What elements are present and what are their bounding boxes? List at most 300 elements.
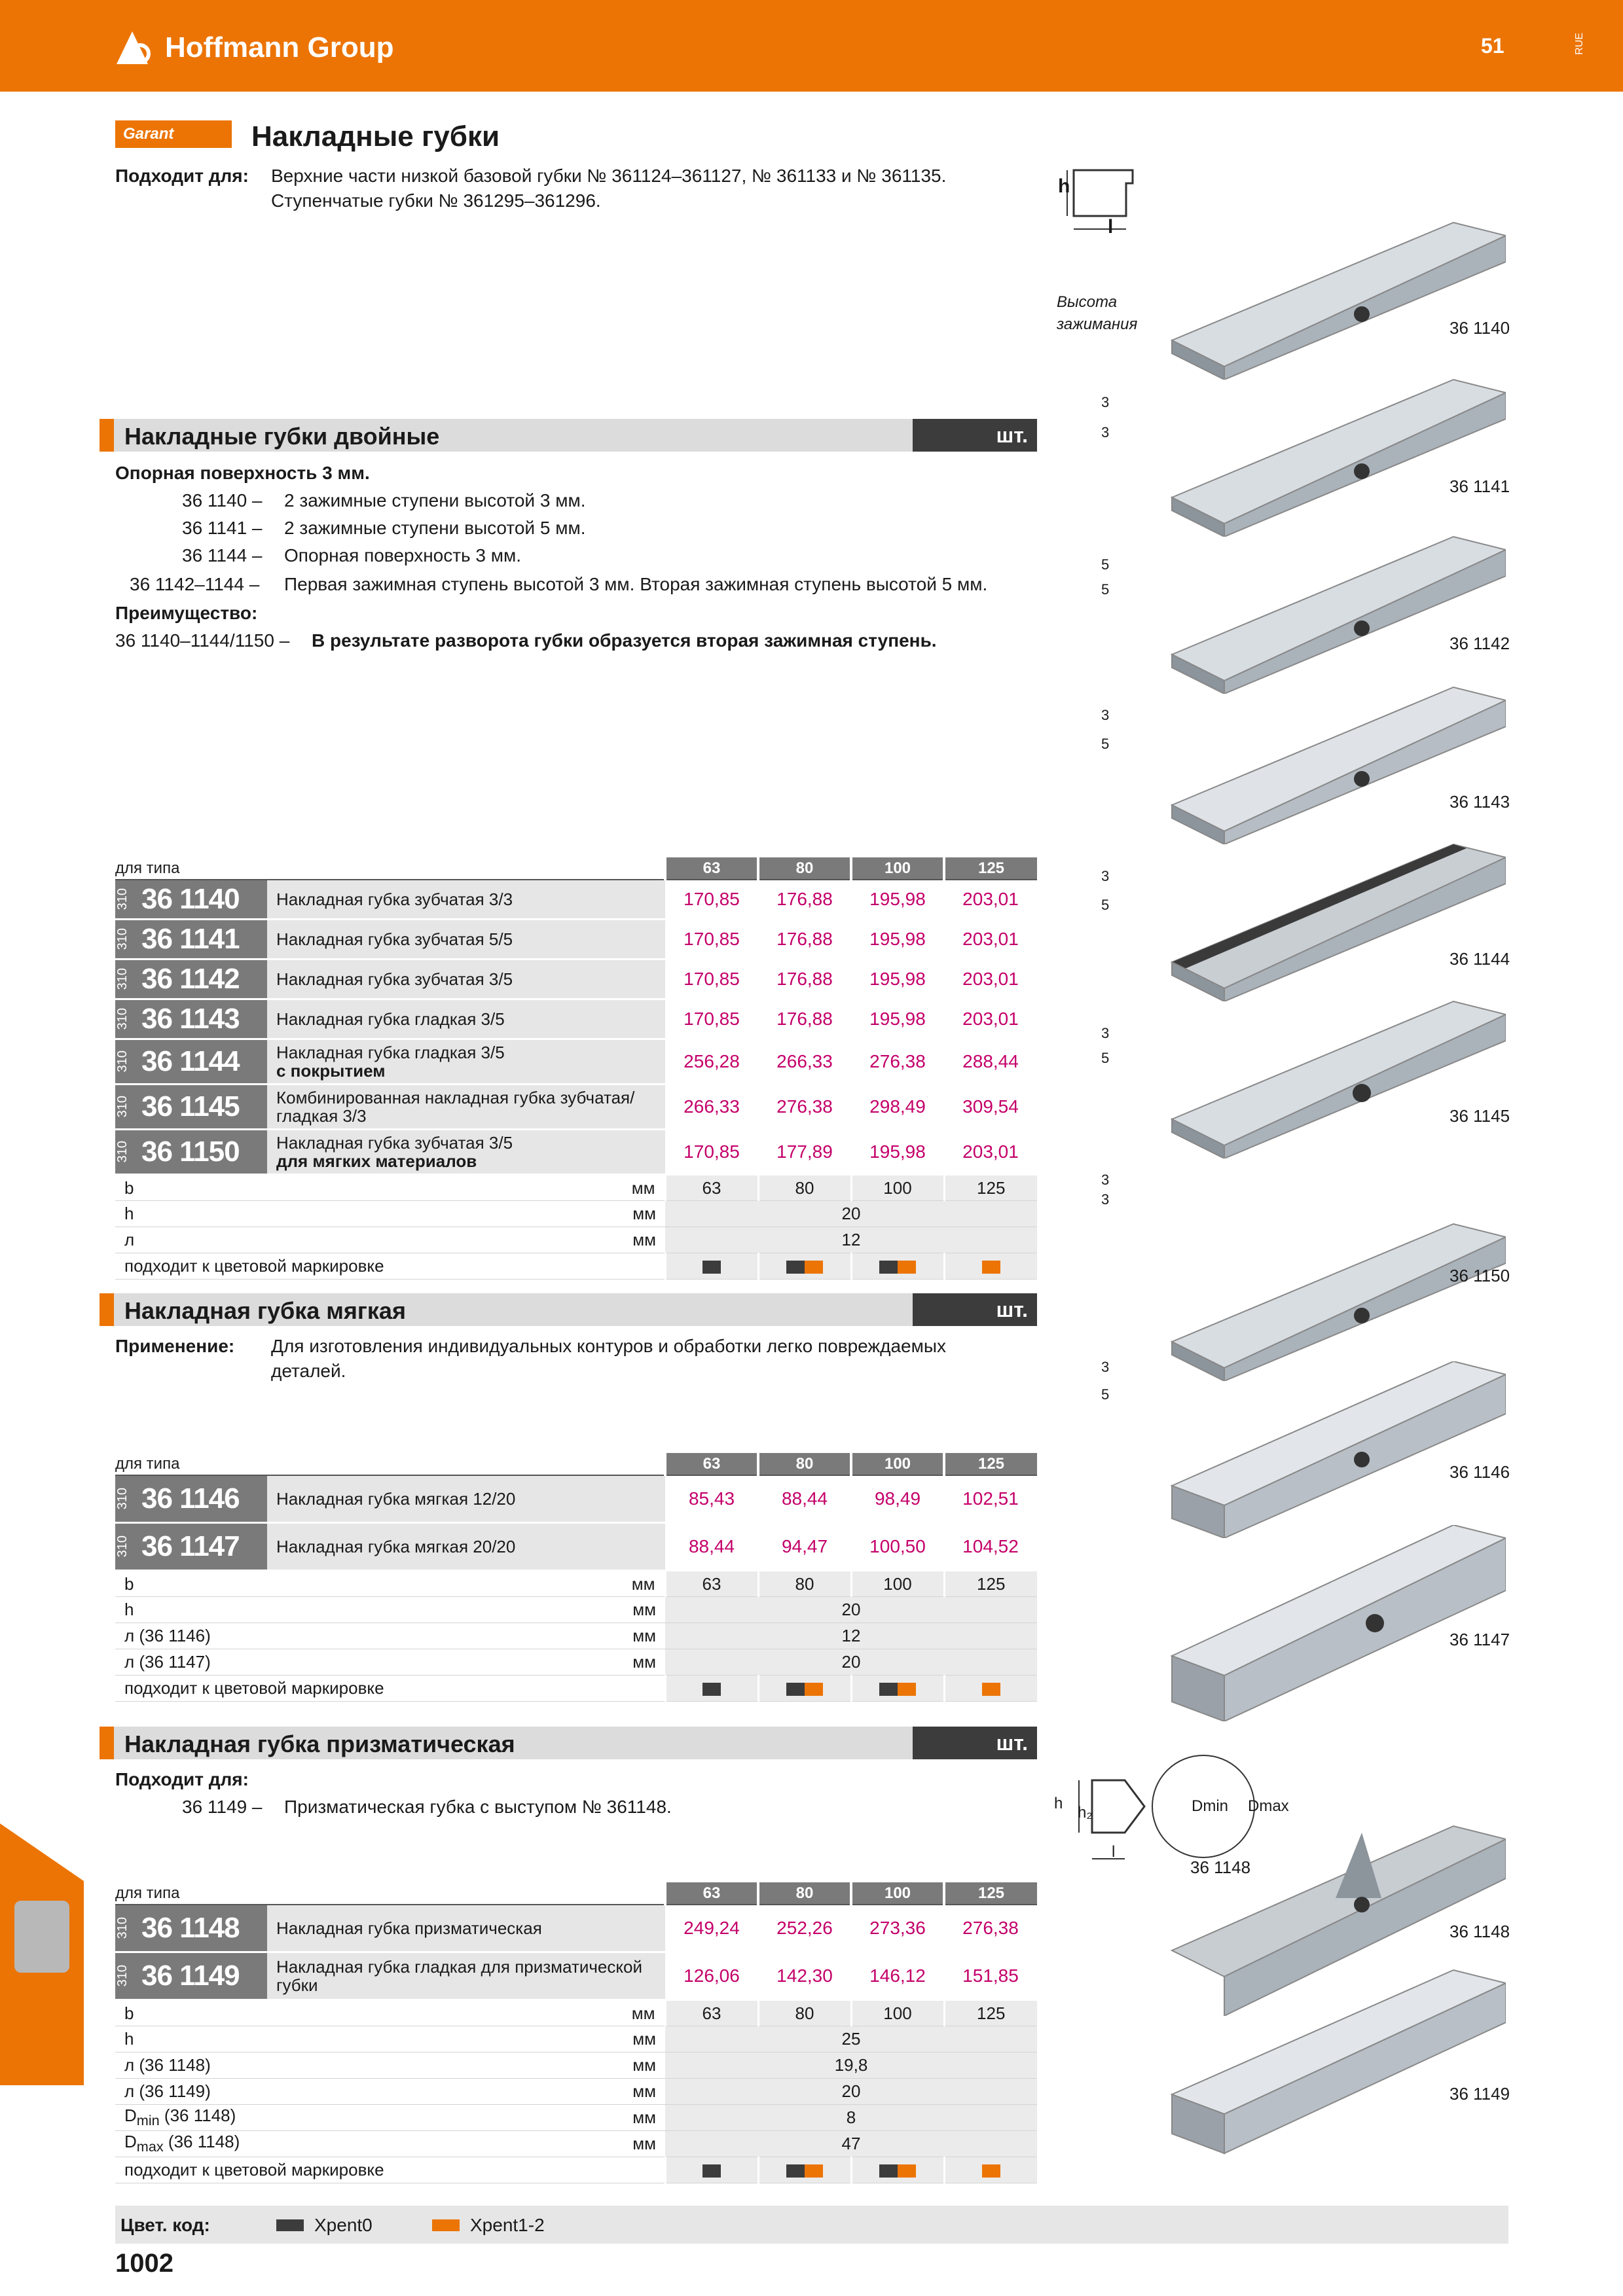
jaw-image-361145 bbox=[1165, 995, 1506, 1158]
price-table-prism bbox=[115, 1882, 1037, 2183]
prism-drawing-label: 36 1148 bbox=[1190, 1857, 1251, 1877]
spec-row bbox=[115, 1623, 1037, 1649]
legend-title-text: Цвет. код: bbox=[120, 2215, 210, 2235]
support-note: Опорная поверхность 3 мм. bbox=[115, 463, 370, 483]
jaw-image-361150 bbox=[1165, 1217, 1506, 1381]
price-cell[interactable]: 203,01 bbox=[944, 999, 1037, 1039]
color-row bbox=[115, 2157, 1037, 2183]
spec-value: 80 bbox=[758, 1175, 851, 1201]
jaw-image-361141 bbox=[1165, 373, 1506, 537]
prism-illustration bbox=[1165, 1964, 1506, 2160]
item-desc: Комбинированная накладная губка зубчатая/гладкая 3/3 bbox=[276, 1088, 635, 1126]
spec-value: 125 bbox=[944, 1571, 1037, 1597]
jaw-illustration bbox=[1165, 1525, 1506, 1721]
code-prefix: 310 bbox=[115, 1050, 130, 1073]
price-cell[interactable]: 146,12 bbox=[851, 1952, 944, 2000]
spec-name: л (36 1148) bbox=[115, 2053, 557, 2079]
spec-row bbox=[115, 2079, 1037, 2105]
code-prefix: 310 bbox=[115, 1008, 130, 1030]
price-cell[interactable]: 276,38 bbox=[944, 1905, 1037, 1952]
spec-value: 25 bbox=[665, 2026, 1037, 2053]
price-cell[interactable]: 276,38 bbox=[851, 1039, 944, 1085]
article-number[interactable]: 36 1140 bbox=[141, 883, 240, 915]
prism-h2: h₂ bbox=[1078, 1804, 1093, 1821]
xpent12-swatch bbox=[898, 1683, 916, 1696]
price-cell[interactable]: 102,51 bbox=[944, 1475, 1037, 1523]
fits-label: Подходит для: bbox=[115, 1769, 249, 1789]
legend-label: Xpent0 bbox=[314, 2215, 373, 2235]
spec-row bbox=[115, 2105, 1037, 2131]
table-row[interactable] bbox=[115, 1039, 1037, 1085]
table-row[interactable] bbox=[115, 1475, 1037, 1523]
spec-row bbox=[115, 2131, 1037, 2157]
color-marks bbox=[851, 1676, 944, 1702]
table-row[interactable] bbox=[115, 1952, 1037, 2000]
step-num: 5 bbox=[1101, 1050, 1110, 1066]
note-code: 36 1140 – bbox=[182, 490, 263, 511]
section-title: Накладная губка призматическая bbox=[124, 1731, 515, 1757]
spec-name: h bbox=[115, 2026, 557, 2053]
color-marks bbox=[665, 2157, 758, 2183]
price-cell[interactable]: 266,33 bbox=[665, 1085, 758, 1130]
col-header: 100 bbox=[851, 857, 944, 880]
xpent0-swatch bbox=[786, 1261, 805, 1274]
code-prefix: 310 bbox=[115, 1488, 130, 1510]
dmin-main: D bbox=[124, 2106, 137, 2126]
step-num: 3 bbox=[1101, 1025, 1110, 1041]
price-cell[interactable]: 104,52 bbox=[944, 1523, 1037, 1571]
color-marks bbox=[758, 1676, 851, 1702]
table-row[interactable] bbox=[115, 920, 1037, 960]
article-number[interactable]: 36 1145 bbox=[141, 1090, 240, 1122]
step-num: 5 bbox=[1101, 897, 1110, 913]
spec-value: 100 bbox=[851, 1175, 944, 1201]
item-desc-bold: для мягких материалов bbox=[276, 1151, 477, 1171]
color-marks bbox=[665, 1676, 758, 1702]
spec-row bbox=[115, 1597, 1037, 1623]
price-cell[interactable]: 176,88 bbox=[758, 880, 851, 920]
spec-name: h bbox=[115, 1597, 557, 1623]
color-row bbox=[115, 1253, 1037, 1280]
code-prefix: 310 bbox=[115, 1096, 130, 1118]
type-label: для типа bbox=[115, 1453, 665, 1475]
xpent12-swatch bbox=[982, 2164, 1000, 2178]
spec-value: 20 bbox=[665, 1201, 1037, 1227]
spec-value: 19,8 bbox=[665, 2053, 1037, 2079]
spec-unit: мм bbox=[557, 2026, 665, 2053]
spec-value: 12 bbox=[665, 1227, 1037, 1253]
item-desc: Накладная губка зубчатая 3/5 bbox=[276, 1133, 513, 1153]
item-label: 36 1140 bbox=[1450, 318, 1510, 338]
jaw-image-361147 bbox=[1165, 1525, 1506, 1721]
xpent0-swatch bbox=[879, 1261, 898, 1274]
color-marks bbox=[665, 1253, 758, 1280]
step-num: 3 bbox=[1101, 394, 1110, 410]
section-bar-prism bbox=[100, 1727, 1037, 1759]
note-code: 36 1142–1144 – bbox=[130, 574, 260, 594]
col-header: 80 bbox=[758, 1453, 851, 1475]
price-cell[interactable]: 309,54 bbox=[944, 1085, 1037, 1130]
price-cell[interactable]: 203,01 bbox=[944, 920, 1037, 960]
color-marks bbox=[944, 1676, 1037, 1702]
table-row[interactable] bbox=[115, 1905, 1037, 1952]
fits-line-1: Верхние части низкой базовой губки № 361124–361127, № 361133 и № 361135. bbox=[271, 166, 947, 186]
item-desc: Накладная губка гладкая 3/5 bbox=[276, 1043, 505, 1062]
step-num: 3 bbox=[1101, 424, 1110, 440]
xpent12-swatch bbox=[898, 2164, 916, 2178]
color-label: подходит к цветовой маркировке bbox=[115, 2157, 665, 2183]
garant-badge-label: Garant bbox=[123, 125, 174, 143]
note-text: Первая зажимная ступень высотой 3 мм. Вторая зажимная ступень высотой 5 мм. bbox=[284, 574, 988, 594]
item-label: 36 1148 bbox=[1450, 1922, 1510, 1941]
price-cell[interactable]: 273,36 bbox=[851, 1905, 944, 1952]
item-label: 36 1149 bbox=[1450, 2084, 1510, 2104]
spec-unit: мм bbox=[557, 1571, 665, 1597]
prism-h: h bbox=[1054, 1795, 1063, 1812]
step-num: 5 bbox=[1101, 1386, 1110, 1403]
spec-value: 100 bbox=[851, 2000, 944, 2026]
article-number[interactable]: 36 1141 bbox=[141, 923, 240, 955]
spec-unit: мм bbox=[557, 2105, 665, 2131]
article-number[interactable]: 36 1144 bbox=[141, 1045, 240, 1077]
hoffmann-logo[interactable] bbox=[117, 31, 394, 64]
xpent0-swatch bbox=[879, 2164, 898, 2178]
note-text: 2 зажимные ступени высотой 3 мм. bbox=[284, 490, 586, 511]
jaw-illustration bbox=[1165, 530, 1506, 694]
advantage-code: 36 1140–1144/1150 – bbox=[115, 630, 290, 651]
legend-item-xpent0 bbox=[276, 2215, 373, 2236]
price-cell[interactable]: 142,30 bbox=[758, 1952, 851, 2000]
step-num: 3 bbox=[1101, 868, 1110, 884]
code-prefix: 310 bbox=[115, 1965, 130, 1987]
col-header: 100 bbox=[851, 1453, 944, 1475]
xpent12-swatch bbox=[982, 1683, 1000, 1696]
price-cell[interactable]: 151,85 bbox=[944, 1952, 1037, 2000]
xpent12-swatch bbox=[805, 1261, 823, 1274]
drawing-l: l bbox=[1108, 216, 1114, 238]
article-number[interactable]: 36 1148 bbox=[141, 1912, 240, 1944]
price-cell[interactable]: 195,98 bbox=[851, 1130, 944, 1175]
spec-name: л (36 1146) bbox=[115, 1623, 557, 1649]
price-cell[interactable]: 88,44 bbox=[758, 1475, 851, 1523]
spec-value: 63 bbox=[665, 1175, 758, 1201]
item-desc: Накладная губка зубчатая 3/5 bbox=[276, 969, 513, 989]
color-label: подходит к цветовой маркировке bbox=[115, 1253, 665, 1280]
prism-l: l bbox=[1112, 1843, 1116, 1861]
code-prefix: 310 bbox=[115, 888, 130, 910]
color-marks bbox=[758, 2157, 851, 2183]
spec-row bbox=[115, 1571, 1037, 1597]
spec-unit: мм bbox=[557, 2053, 665, 2079]
item-desc: Накладная губка гладкая 3/5 bbox=[276, 1009, 505, 1029]
xpent0-swatch bbox=[702, 2164, 721, 2178]
fits-label: Подходит для: bbox=[115, 166, 249, 186]
prism-dmax: Dmax bbox=[1248, 1797, 1289, 1815]
col-header: 63 bbox=[665, 1453, 758, 1475]
step-num: 3 bbox=[1101, 1172, 1110, 1188]
table-row[interactable] bbox=[115, 999, 1037, 1039]
price-cell[interactable]: 100,50 bbox=[851, 1523, 944, 1571]
price-cell[interactable]: 170,85 bbox=[665, 999, 758, 1039]
xpent0-swatch bbox=[879, 1683, 898, 1696]
spec-value: 20 bbox=[665, 1597, 1037, 1623]
note-code: 36 1144 – bbox=[182, 545, 263, 565]
note-text: Призматическая губка с выступом № 361148. bbox=[284, 1797, 672, 1817]
dmax-sub: max bbox=[136, 2138, 164, 2155]
advantage-label: Преимущество: bbox=[115, 603, 258, 623]
price-cell[interactable]: 276,38 bbox=[758, 1085, 851, 1130]
xpent12-swatch bbox=[982, 1261, 1000, 1274]
color-label: подходит к цветовой маркировке bbox=[115, 1676, 665, 1702]
hoffmann-logo-icon bbox=[117, 31, 157, 64]
step-num: 5 bbox=[1101, 581, 1110, 598]
spec-unit: мм bbox=[557, 1201, 665, 1227]
item-label: 36 1141 bbox=[1450, 476, 1510, 496]
spec-value: 8 bbox=[665, 2105, 1037, 2131]
dmin-sub: min bbox=[136, 2112, 160, 2129]
table-row[interactable] bbox=[115, 880, 1037, 920]
jaw-image-361142 bbox=[1165, 530, 1506, 694]
legend-title bbox=[120, 2215, 210, 2236]
price-cell[interactable]: 170,85 bbox=[665, 920, 758, 960]
price-cell[interactable]: 256,28 bbox=[665, 1039, 758, 1085]
vise-icon bbox=[14, 1901, 69, 1973]
price-cell[interactable]: 170,85 bbox=[665, 960, 758, 999]
price-table-soft bbox=[115, 1453, 1037, 1702]
col-header: 63 bbox=[665, 1882, 758, 1905]
spec-name: л (36 1147) bbox=[115, 1649, 557, 1676]
article-number[interactable]: 36 1149 bbox=[141, 1960, 240, 1992]
jaw-illustration bbox=[1165, 681, 1506, 844]
color-marks bbox=[851, 1253, 944, 1280]
table-row[interactable] bbox=[115, 1130, 1037, 1175]
application-line-2: деталей. bbox=[271, 1361, 346, 1381]
jaw-illustration bbox=[1165, 216, 1506, 380]
spec-value: 100 bbox=[851, 1571, 944, 1597]
spec-unit: мм bbox=[557, 1597, 665, 1623]
step-num: 3 bbox=[1101, 1359, 1110, 1375]
price-cell[interactable]: 170,85 bbox=[665, 880, 758, 920]
page-number: 1002 bbox=[115, 2249, 173, 2278]
spec-name: h bbox=[115, 1201, 557, 1227]
drawing-h: h bbox=[1058, 175, 1070, 197]
spec-row bbox=[115, 2053, 1037, 2079]
section-title: Накладные губки двойные bbox=[124, 423, 440, 450]
step-num: 3 bbox=[1101, 707, 1110, 723]
xpent12-swatch bbox=[898, 1261, 916, 1274]
price-cell[interactable]: 176,88 bbox=[758, 960, 851, 999]
spec-unit: мм bbox=[557, 2000, 665, 2026]
section-title: Накладная губка мягкая bbox=[124, 1297, 406, 1324]
spec-row bbox=[115, 2026, 1037, 2053]
table-row[interactable] bbox=[115, 1085, 1037, 1130]
jaw-image-361143 bbox=[1165, 681, 1506, 844]
clamp-label-2: зажимания bbox=[1057, 315, 1138, 333]
type-label: для типа bbox=[115, 857, 665, 880]
spec-name-dmax bbox=[115, 2131, 557, 2157]
spec-value: 47 bbox=[665, 2131, 1037, 2157]
jaw-image-361140 bbox=[1165, 216, 1506, 380]
jaw-illustration bbox=[1165, 995, 1506, 1158]
price-cell[interactable]: 195,98 bbox=[851, 920, 944, 960]
item-desc-bold: с покрытием bbox=[276, 1061, 386, 1081]
price-cell[interactable]: 85,43 bbox=[665, 1475, 758, 1523]
item-label: 36 1143 bbox=[1450, 792, 1510, 812]
col-header: 125 bbox=[944, 1882, 1037, 1905]
table-row[interactable] bbox=[115, 960, 1037, 999]
article-number[interactable]: 36 1146 bbox=[141, 1482, 240, 1515]
col-header: 80 bbox=[758, 857, 851, 880]
item-desc: Накладная губка гладкая для призматической губки bbox=[276, 1957, 643, 1995]
xpent12-swatch bbox=[432, 2219, 460, 2231]
step-num: 5 bbox=[1101, 556, 1110, 573]
spec-row bbox=[115, 1175, 1037, 1201]
color-row bbox=[115, 1676, 1037, 1702]
price-cell[interactable]: 126,06 bbox=[665, 1952, 758, 2000]
prism-image-361149 bbox=[1165, 1964, 1506, 2160]
item-label: 36 1147 bbox=[1450, 1630, 1510, 1649]
item-label: 36 1142 bbox=[1450, 634, 1510, 653]
price-cell[interactable]: 176,88 bbox=[758, 999, 851, 1039]
dmin-rest: (36 1148) bbox=[159, 2106, 236, 2126]
price-cell[interactable]: 98,49 bbox=[851, 1475, 944, 1523]
spec-name: b bbox=[115, 2000, 557, 2026]
spec-name: л (36 1149) bbox=[115, 2079, 557, 2105]
item-desc: Накладная губка зубчатая 5/5 bbox=[276, 929, 513, 949]
jaw-illustration bbox=[1165, 838, 1506, 1001]
spec-unit: мм bbox=[557, 1175, 665, 1201]
xpent0-swatch bbox=[786, 2164, 805, 2178]
spec-unit: мм bbox=[557, 1649, 665, 1676]
spec-value: 125 bbox=[944, 1175, 1037, 1201]
xpent0-swatch bbox=[786, 1683, 805, 1696]
color-marks bbox=[758, 1253, 851, 1280]
item-label: 36 1150 bbox=[1450, 1266, 1510, 1285]
table-row[interactable] bbox=[115, 1523, 1037, 1571]
spec-value: 20 bbox=[665, 1649, 1037, 1676]
spec-value: 63 bbox=[665, 1571, 758, 1597]
page-header bbox=[0, 0, 1623, 92]
price-cell[interactable]: 298,49 bbox=[851, 1085, 944, 1130]
page-number-top: 51 bbox=[1481, 34, 1504, 58]
price-cell[interactable]: 195,98 bbox=[851, 880, 944, 920]
col-header: 125 bbox=[944, 857, 1037, 880]
spec-unit: мм bbox=[557, 2131, 665, 2157]
item-label: 36 1146 bbox=[1450, 1462, 1510, 1482]
item-desc: Накладная губка призматическая bbox=[276, 1918, 542, 1938]
col-header: 80 bbox=[758, 1882, 851, 1905]
price-cell[interactable]: 177,89 bbox=[758, 1130, 851, 1175]
dmax-rest: (36 1148) bbox=[163, 2132, 240, 2152]
col-header: 100 bbox=[851, 1882, 944, 1905]
spec-row bbox=[115, 1201, 1037, 1227]
price-cell[interactable]: 288,44 bbox=[944, 1039, 1037, 1085]
spec-value: 80 bbox=[758, 2000, 851, 2026]
item-desc: Накладная губка мягкая 20/20 bbox=[276, 1537, 516, 1556]
spec-unit: мм bbox=[557, 1227, 665, 1253]
note-text: Опорная поверхность 3 мм. bbox=[284, 545, 522, 565]
price-cell[interactable]: 195,98 bbox=[851, 999, 944, 1039]
spec-unit: мм bbox=[557, 1623, 665, 1649]
price-table-double bbox=[115, 857, 1037, 1280]
code-prefix: 310 bbox=[115, 1141, 130, 1163]
prism-dmin: Dmin bbox=[1192, 1797, 1229, 1815]
clamp-label-1: Высота bbox=[1057, 293, 1118, 311]
color-marks bbox=[944, 2157, 1037, 2183]
garant-badge bbox=[115, 120, 232, 148]
jaw-illustration bbox=[1165, 1217, 1506, 1381]
spec-name: b bbox=[115, 1175, 557, 1201]
price-cell[interactable]: 170,85 bbox=[665, 1130, 758, 1175]
unit-label: шт. bbox=[913, 1727, 1037, 1759]
price-cell[interactable]: 252,26 bbox=[758, 1905, 851, 1952]
language-code: RUE bbox=[1574, 33, 1585, 55]
fits-line-2: Ступенчатые губки № 361295–361296. bbox=[271, 190, 601, 211]
article-number[interactable]: 36 1142 bbox=[141, 963, 240, 995]
note-code: 36 1141 – bbox=[182, 518, 263, 538]
step-num: 5 bbox=[1101, 736, 1110, 752]
item-label: 36 1144 bbox=[1450, 949, 1510, 969]
price-cell[interactable]: 266,33 bbox=[758, 1039, 851, 1085]
xpent0-swatch bbox=[276, 2219, 304, 2231]
spec-row bbox=[115, 2000, 1037, 2026]
price-cell[interactable]: 88,44 bbox=[665, 1523, 758, 1571]
spec-value: 63 bbox=[665, 2000, 758, 2026]
page-title: Накладные губки bbox=[251, 120, 500, 152]
unit-label: шт. bbox=[913, 1293, 1037, 1326]
section-bar-double bbox=[100, 419, 1037, 452]
article-number[interactable]: 36 1150 bbox=[141, 1136, 240, 1168]
application-label: Применение: bbox=[115, 1336, 235, 1356]
price-cell[interactable]: 195,98 bbox=[851, 960, 944, 999]
spec-value: 80 bbox=[758, 1571, 851, 1597]
step-num: 3 bbox=[1101, 1191, 1110, 1208]
spec-unit: мм bbox=[557, 2079, 665, 2105]
code-prefix: 310 bbox=[115, 928, 130, 950]
price-cell[interactable]: 203,01 bbox=[944, 880, 1037, 920]
xpent12-swatch bbox=[805, 1683, 823, 1696]
xpent0-swatch bbox=[702, 1261, 721, 1274]
application-line-1: Для изготовления индивидуальных контуров и обработки легко повреждаемых bbox=[271, 1336, 946, 1356]
code-prefix: 310 bbox=[115, 1917, 130, 1939]
spec-row bbox=[115, 1227, 1037, 1253]
jaw-image-361144 bbox=[1165, 838, 1506, 1001]
jaw-illustration bbox=[1165, 1361, 1506, 1538]
item-desc: Накладная губка мягкая 12/20 bbox=[276, 1489, 516, 1509]
spec-name-dmin bbox=[115, 2105, 557, 2131]
legend-label: Xpent1-2 bbox=[470, 2215, 545, 2235]
xpent12-swatch bbox=[805, 2164, 823, 2178]
legend-item-xpent12 bbox=[432, 2215, 545, 2236]
price-cell[interactable]: 249,24 bbox=[665, 1905, 758, 1952]
dmax-main: D bbox=[124, 2132, 137, 2152]
spec-value: 12 bbox=[665, 1623, 1037, 1649]
price-cell[interactable]: 176,88 bbox=[758, 920, 851, 960]
article-number[interactable]: 36 1147 bbox=[141, 1530, 240, 1562]
note-text: 2 зажимные ступени высотой 5 мм. bbox=[284, 518, 586, 538]
price-cell[interactable]: 94,47 bbox=[758, 1523, 851, 1571]
spec-row bbox=[115, 1649, 1037, 1676]
article-number[interactable]: 36 1143 bbox=[141, 1003, 240, 1035]
spec-value: 20 bbox=[665, 2079, 1037, 2105]
jaw-illustration bbox=[1165, 373, 1506, 537]
item-label: 36 1145 bbox=[1450, 1106, 1510, 1126]
section-bar-soft bbox=[100, 1293, 1037, 1326]
note-code: 36 1149 – bbox=[182, 1797, 263, 1817]
price-cell[interactable]: 203,01 bbox=[944, 1130, 1037, 1175]
color-marks bbox=[944, 1253, 1037, 1280]
price-cell[interactable]: 203,01 bbox=[944, 960, 1037, 999]
